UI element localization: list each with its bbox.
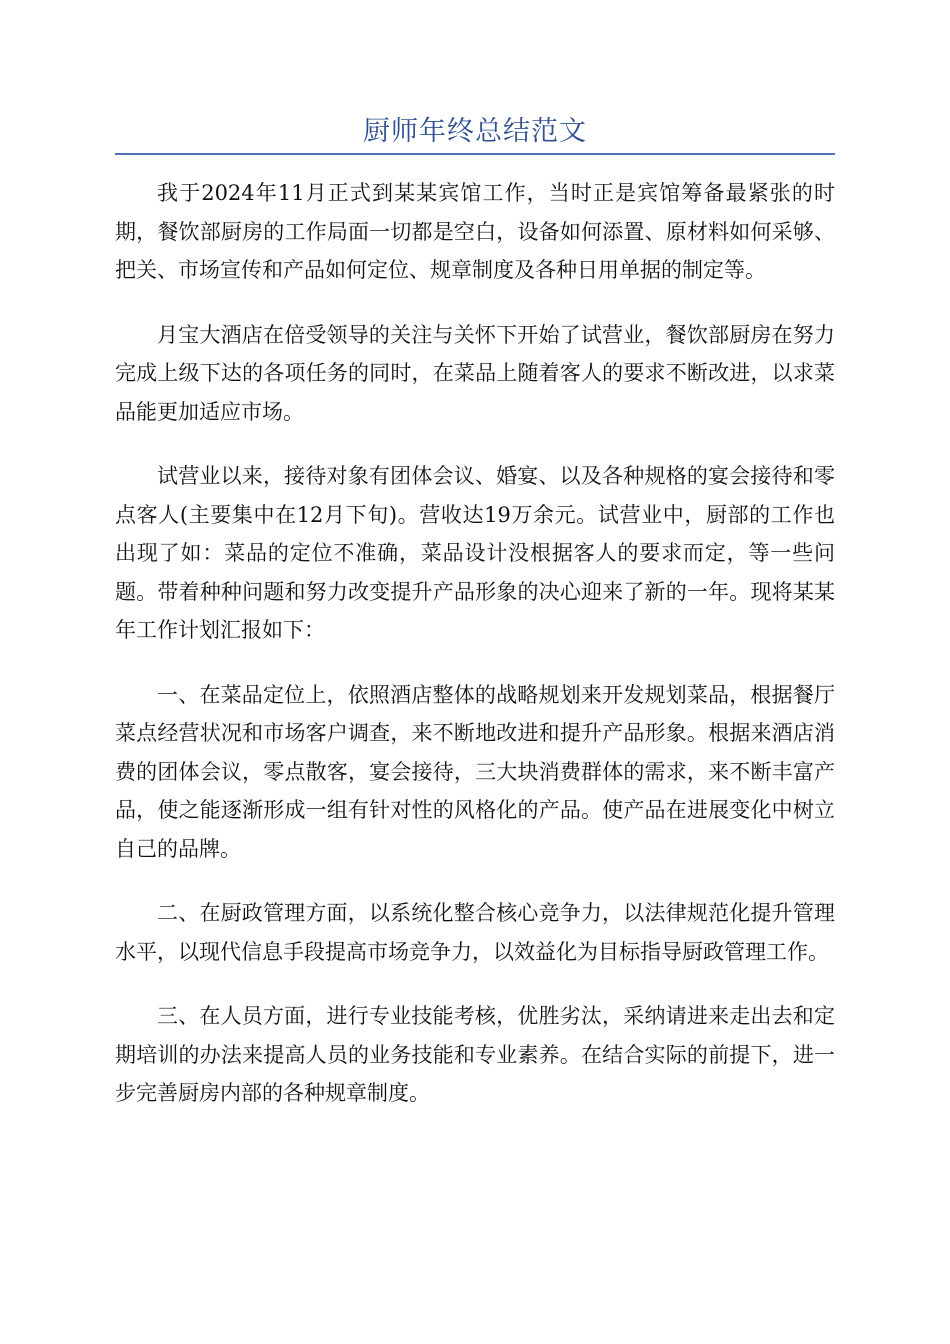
paragraph-4: 一、在菜品定位上，依照酒店整体的战略规划来开发规划菜品，根据餐厅菜点经营状况和市场客户调查，来不断地改进和提升产品形象。根据来酒店消费的团体会议，零点散客，宴会接待，三大块消费群体的需求，来不断丰富产品，使之能逐渐形成一组有针对性的风格化的产品。使产品在进展变化中树立自己的品牌。 [115, 682, 835, 861]
document-body [115, 174, 835, 1139]
document-title: 厨师年终总结范文 [363, 116, 587, 147]
paragraph-5: 二、在厨政管理方面，以系统化整合核心竞争力，以法律规范化提升管理水平，以现代信息手段提高市场竞争力，以效益化为目标指导厨政管理工作。 [115, 901, 835, 964]
paragraph-3: 试营业以来，接待对象有团体会议、婚宴、以及各种规格的宴会接待和零点客人(主要集中在12月下旬)。营收达19万余元。试营业中，厨部的工作也出现了如：菜品的定位不准确，菜品设计没根据客人的要求而定，等一些问题。带着种种问题和努力改变提升产品形象的决心迎来了新的一年。现将某某年工作计划汇报如下： [115, 464, 835, 642]
paragraph-1: 我于2024年11月正式到某某宾馆工作，当时正是宾馆筹备最紧张的时期，餐饮部厨房的工作局面一切都是空白，设备如何添置、原材料如何采够、把关、市场宣传和产品如何定位、规章制度及各种日用单据的制定等。 [115, 181, 835, 282]
paragraph-2: 月宝大酒店在倍受领导的关注与关怀下开始了试营业，餐饮部厨房在努力完成上级下达的各项任务的同时，在菜品上随着客人的要求不断改进，以求菜品能更加适应市场。 [115, 322, 835, 424]
title-underline [115, 153, 835, 155]
paragraph-6: 三、在人员方面，进行专业技能考核，优胜劣汰，采纳请进来走出去和定期培训的办法来提高人员的业务技能和专业素养。在结合实际的前提下，进一步完善厨房内部的各种规章制度。 [115, 1004, 835, 1105]
